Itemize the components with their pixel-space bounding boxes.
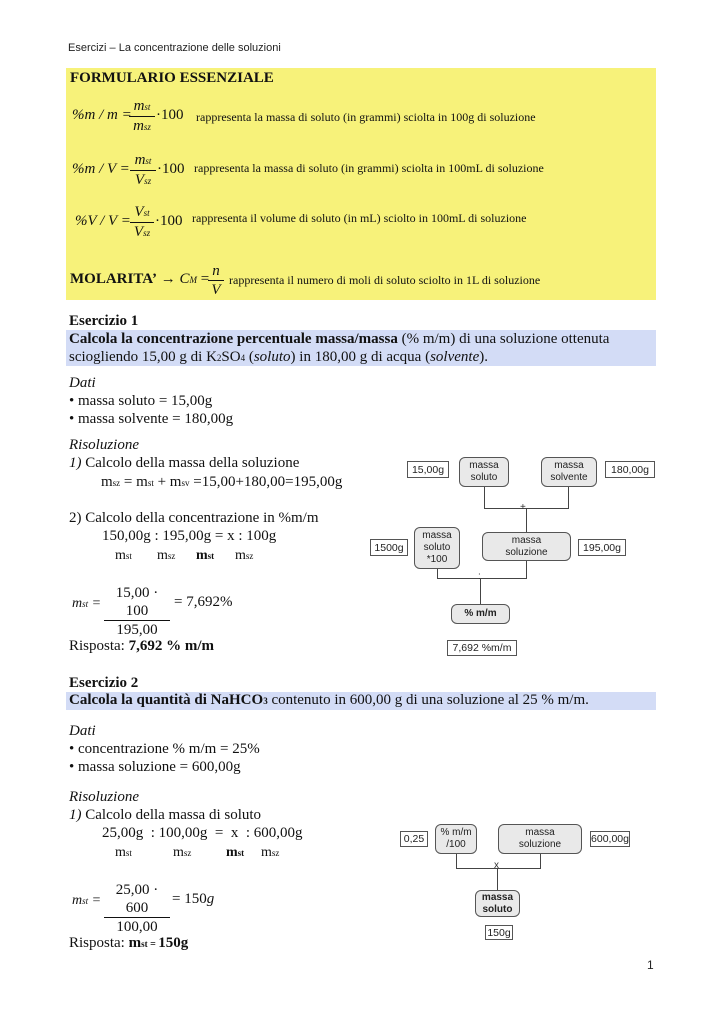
formula-2-fraction: mst Vsz bbox=[130, 151, 156, 190]
ex1-calc-lhs: mst = bbox=[72, 596, 102, 611]
ex2-diagram-node: % m/m /100 bbox=[435, 824, 477, 854]
ex1-answer: Risposta: 7,692 % m/m bbox=[69, 638, 215, 654]
ex1-title: Esercizio 1 bbox=[69, 313, 139, 329]
ex2-title: Esercizio 2 bbox=[69, 675, 139, 691]
ex1-diagram-node: massa soluto *100 bbox=[414, 527, 460, 569]
ex1-calc-result: = 7,692% bbox=[174, 594, 233, 610]
ex1-prop-label: msz bbox=[235, 548, 254, 563]
formula-2-lhs: %m / V = bbox=[72, 161, 130, 177]
formula-2-desc: rappresenta la massa di soluto (in grammi) sciolta in 100mL di soluzione bbox=[194, 161, 544, 175]
ex2-question: Calcola la quantità di NaHCO3 contenuto in 600,00 g di una soluzione al 25 % m/m. bbox=[69, 692, 589, 708]
ex2-diagram-value-result: 150g bbox=[485, 925, 513, 940]
ex1-step1: 1) Calcolo della massa della soluzione bbox=[69, 455, 300, 471]
ex2-diagram-value: 0,25 bbox=[400, 831, 428, 847]
ex1-diagram-value: 180,00g bbox=[605, 461, 655, 478]
ex2-diagram-node: massa soluzione bbox=[498, 824, 582, 854]
formula-3-desc: rappresenta il volume di soluto (in mL) sciolto in 100mL di soluzione bbox=[192, 211, 527, 225]
ex1-prop-label: msz bbox=[157, 548, 176, 563]
page-header: Esercizi – La concentrazione delle soluzioni bbox=[68, 42, 281, 54]
ex1-diagram-value: 15,00g bbox=[407, 461, 449, 478]
ex2-step1: 1) Calcolo della massa di soluto bbox=[69, 807, 262, 823]
ex2-calc-result: = 150g bbox=[172, 891, 215, 907]
ex1-proportion: 150,00g : 195,00g = x : 100g bbox=[102, 528, 277, 544]
ex1-diagram-value-result: 7,692 %m/m bbox=[447, 640, 517, 656]
formula-3-lhs: %V / V = bbox=[75, 213, 131, 229]
ex2-risoluzione-label: Risoluzione bbox=[69, 789, 139, 805]
ex1-diagram-node: massa soluzione bbox=[482, 532, 571, 561]
formulario-title: FORMULARIO ESSENZIALE bbox=[70, 70, 274, 86]
ex1-question-line1: Calcola la concentrazione percentuale massa/massa (% m/m) di una soluzione ottenuta bbox=[69, 331, 610, 347]
ex1-dati-item: • massa soluto = 15,00g bbox=[69, 393, 213, 409]
ex1-diagram-value: 1500g bbox=[370, 539, 408, 556]
ex2-diagram-value: 600,00g bbox=[591, 833, 629, 845]
molarita-fraction: n V bbox=[208, 262, 224, 299]
ex2-dati-label: Dati bbox=[69, 723, 96, 739]
molarita-desc: rappresenta il numero di moli di soluto sciolto in 1L di soluzione bbox=[229, 273, 541, 287]
ex2-calc-fraction: 25,00 · 600 100,00 bbox=[104, 881, 170, 936]
ex1-diagram-operator: : bbox=[478, 571, 481, 582]
ex1-dati-item: • massa solvente = 180,00g bbox=[69, 411, 234, 427]
ex2-prop-label: msz bbox=[173, 845, 192, 860]
molarita-formula: MOLARITA’ → CM = bbox=[70, 271, 210, 287]
ex2-diagram-node-result: massa soluto bbox=[475, 890, 520, 917]
ex1-risoluzione-label: Risoluzione bbox=[69, 437, 139, 453]
ex2-dati-item: • concentrazione % m/m = 25% bbox=[69, 741, 260, 757]
ex1-step2: 2) Calcolo della concentrazione in %m/m bbox=[69, 510, 319, 526]
ex1-prop-label: mst bbox=[196, 548, 215, 563]
ex1-calc-fraction: 15,00 · 100 195,00 bbox=[104, 584, 170, 639]
ex1-diagram-node: massa solvente bbox=[541, 457, 597, 487]
ex2-diagram-operator: x bbox=[494, 860, 499, 871]
formula-1-mult: ·100 bbox=[156, 107, 184, 123]
formula-1-fraction: mst msz bbox=[129, 97, 155, 136]
ex1-diagram-node: massa soluto bbox=[459, 457, 509, 487]
ex2-prop-label: msz bbox=[261, 845, 280, 860]
ex2-dati-item: • massa soluzione = 600,00g bbox=[69, 759, 241, 775]
ex1-step1-equation: msz = mst + msv =15,00+180,00=195,00g bbox=[101, 474, 343, 490]
page-number: 1 bbox=[647, 958, 654, 972]
ex1-diagram-operator: + bbox=[520, 502, 526, 513]
ex1-prop-label: mst bbox=[115, 548, 132, 563]
ex2-prop-label: mst bbox=[226, 845, 245, 860]
ex2-answer: Risposta: mst = 150g bbox=[69, 935, 189, 951]
formula-2-mult: ·100 bbox=[157, 161, 185, 177]
formula-3-mult: ·100 bbox=[155, 213, 183, 229]
ex2-proportion: 25,00g : 100,00g = x : 600,00g bbox=[102, 825, 303, 841]
ex2-calc-lhs: mst = bbox=[72, 893, 102, 908]
ex2-prop-label: mst bbox=[115, 845, 132, 860]
ex1-dati-label: Dati bbox=[69, 375, 96, 391]
ex1-question-line2: sciogliendo 15,00 g di K2SO4 (soluto) in 180,00 g di acqua (solvente). bbox=[69, 349, 488, 365]
formula-3-fraction: Vst Vsz bbox=[130, 203, 154, 242]
ex1-diagram-node-result: % m/m bbox=[451, 604, 510, 624]
formula-1-desc: rappresenta la massa di soluto (in grammi) sciolta in 100g di soluzione bbox=[196, 110, 536, 124]
ex1-diagram-value: 195,00g bbox=[578, 539, 626, 556]
formula-1-lhs: %m / m = bbox=[72, 107, 132, 123]
